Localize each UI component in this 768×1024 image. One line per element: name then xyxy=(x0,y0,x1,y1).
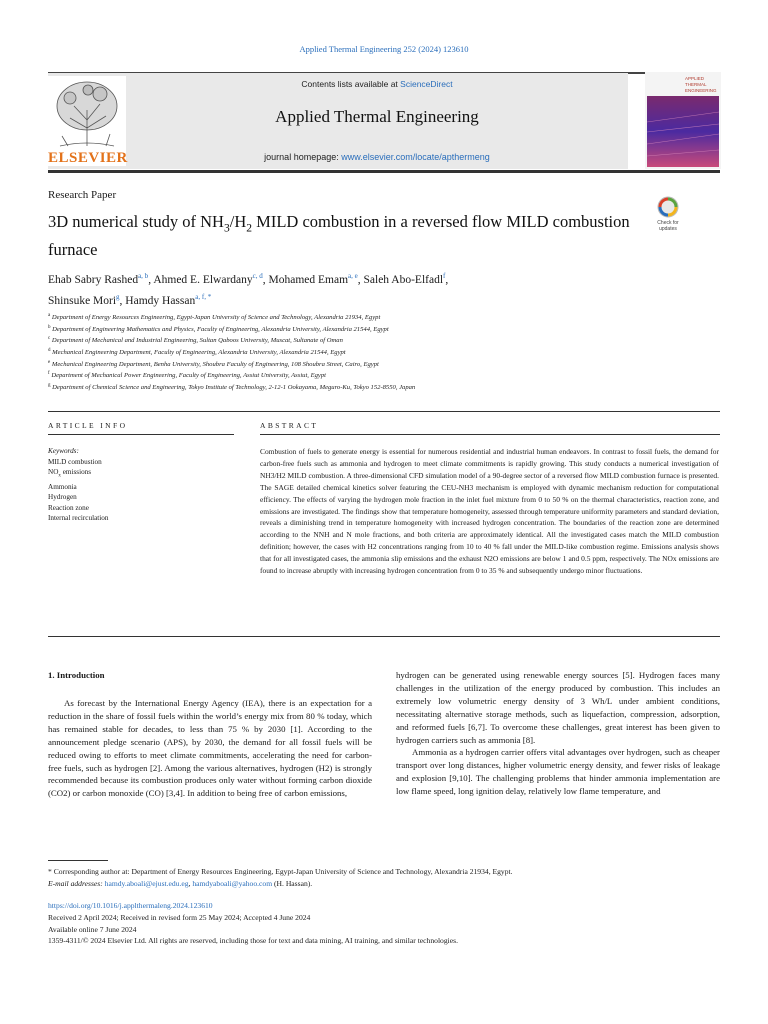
journal-title: Applied Thermal Engineering xyxy=(275,107,479,126)
body-column-right xyxy=(396,669,720,798)
introduction-heading: 1. Introduction xyxy=(48,670,105,680)
keyword-item: Internal recirculation xyxy=(48,514,109,523)
abstract-rule xyxy=(260,434,720,435)
affiliation-text: Department of Mechanical Power Engineering, Faculty of Engineering, Assiut University, Assiut, Egypt xyxy=(49,372,326,380)
doi-link[interactable]: https://doi.org/10.1016/j.applthermaleng.2024.123610 xyxy=(48,901,213,910)
author-name: Ahmed E. Elwardany xyxy=(153,273,253,286)
affiliation-text: Department of Energy Resources Engineering, Egypt-Japan University of Science and Technology, Alexandria 21934, Egypt xyxy=(50,314,381,322)
affiliation-key: b xyxy=(48,324,51,330)
section-rule xyxy=(48,636,720,637)
abstract-heading: ABSTRACT xyxy=(260,421,319,430)
corresponding-author-text: * Corresponding author at: Department of Energy Resources Engineering, Egypt-Japan University of Science and Technology, Alexandria 21934, Egypt. xyxy=(48,867,513,876)
title-part-1: 3D numerical study of NH xyxy=(48,212,224,231)
article-info-heading: ARTICLE INFO xyxy=(48,421,128,430)
affiliation-item xyxy=(48,334,720,346)
affiliation-text: Mechanical Engineering Department, Faculty of Engineering, Alexandria University, Alexandria 21544, Egypt xyxy=(50,349,346,357)
affiliation-item xyxy=(48,369,720,381)
sciencedirect-link[interactable]: ScienceDirect xyxy=(400,79,453,89)
keyword-item: Hydrogen xyxy=(48,493,77,502)
homepage-prefix: journal homepage: xyxy=(264,152,342,162)
article-title xyxy=(48,211,648,260)
article-info-rule xyxy=(48,434,234,435)
publisher-wordmark: ELSEVIER xyxy=(48,150,128,166)
section-rule xyxy=(48,411,720,412)
author-separator: , xyxy=(357,273,364,286)
email-label: E-mail addresses: xyxy=(48,879,103,888)
author-separator: , xyxy=(119,294,126,307)
author-list xyxy=(48,268,648,310)
intro-paragraph: Ammonia as a hydrogen carrier offers vital advantages over hydrogen, such as cheaper transport over long distances, higher volumetric energy density, and fewer risks of leakage and explosion [9,10]. The challenging problems that hinder ammonia implementation are low flame speed, long ignition delay, relatively low flame temperature, and xyxy=(396,747,720,797)
author-separator: , xyxy=(148,273,154,286)
author-name: Mohamed Emam xyxy=(268,273,349,286)
author-affiliation-marker[interactable]: a, f, * xyxy=(195,292,212,301)
contents-availability xyxy=(126,79,628,89)
title-part-3: MILD combustion in a reversed flow MILD combustion furnace xyxy=(48,212,630,260)
footnote-rule xyxy=(48,860,108,861)
affiliation-key: c xyxy=(48,336,51,342)
publication-info xyxy=(48,900,720,947)
affiliation-item xyxy=(48,358,720,370)
intro-paragraph: hydrogen can be generated using renewable energy sources [5]. Hydrogen faces many challenges in the utilization of the energy produced by combustion. This includes an extremely low volumetric energy density of 3 Wh/L under ambient conditions, necessitating alternative storage methods, such as liquefaction, compression, adsorption, and reformed fuels [6,7]. To overcome these challenges, great interest has been given to hydrogen carriers such as ammonia [8]. xyxy=(396,670,720,745)
svg-text:updates: updates xyxy=(659,226,677,232)
keyword-item: MILD combustion xyxy=(48,457,102,466)
affiliation-list xyxy=(48,311,720,393)
title-part-2: /H xyxy=(229,212,247,231)
author-separator: , xyxy=(262,273,269,286)
journal-reference[interactable]: Applied Thermal Engineering 252 (2024) 123610 xyxy=(299,44,469,54)
author-affiliation-marker[interactable]: a, b xyxy=(138,272,149,280)
affiliation-key: f xyxy=(48,371,50,377)
email-suffix: (H. Hassan). xyxy=(274,879,313,888)
online-date: Available online 7 June 2024 xyxy=(48,924,137,934)
keywords-label: Keywords: xyxy=(48,447,79,455)
email-link-1[interactable]: hamdy.aboali@ejust.edu.eg xyxy=(104,879,189,888)
keyword-item: Reaction zone xyxy=(48,503,89,512)
affiliation-item xyxy=(48,381,720,393)
author-affiliation-marker[interactable]: a, e xyxy=(348,272,358,280)
author-separator: , xyxy=(445,273,449,286)
received-dates: Received 2 April 2024; Received in revised form 25 May 2024; Accepted 4 June 2024 xyxy=(48,912,311,922)
title-sub-1: 3 xyxy=(223,222,230,235)
keywords-block xyxy=(48,446,234,524)
intro-paragraph: As forecast by the International Energy Agency (IEA), there is an expectation for a reduction in the share of fossil fuels within the world’s energy mix from 80 % today, which has remained stable for decades, to less than 75 % by 2030 [1]. According to the announcement pledge scenario (APS), by 2030, the demand for all fossil fuels will be reduced owing to efforts to meet climate commitments, accelerating the need for carbon-free fuels, such as hydrogen [2]. Among the various alternatives, hydrogen (H2) is strongly recommended because its combustion produces only water without forming carbon dioxide (CO2) or carbon monoxide (CO) [3,4]. In addition to being free of carbon emissions, xyxy=(48,698,372,799)
check-for-updates-badge[interactable] xyxy=(648,193,688,233)
affiliation-text: Department of Mechanical and Industrial Engineering, Sultan Qaboos University, Muscat, Sultanate of Oman xyxy=(50,337,343,345)
homepage-link[interactable]: www.elsevier.com/locate/apthermeng xyxy=(341,152,490,162)
copyright-notice: 1359-4311/© 2024 Elsevier Ltd. All rights are reserved, including those for text and data mining, AI training, and similar technologies. xyxy=(48,936,458,946)
svg-text:Check for: Check for xyxy=(657,220,679,226)
title-sub-2: 2 xyxy=(246,222,253,235)
email-line: E-mail addresses: hamdy.aboali@ejust.edu.eg, hamdyaboali@yahoo.com (H. Hassan). xyxy=(48,879,313,888)
author-name: Shinsuke Mori xyxy=(48,294,117,307)
affiliation-key: g xyxy=(48,383,51,389)
affiliation-text: Department of Chemical Science and Engineering, Tokyo Institute of Technology, 2-12-1 Ookayama, Meguro-Ku, Tokyo 152-8550, Japan xyxy=(50,384,416,392)
affiliation-key: a xyxy=(48,313,51,318)
masthead-rule xyxy=(48,170,720,173)
email-link-2[interactable]: hamdyaboali@yahoo.com xyxy=(192,879,273,888)
keyword-item: $NO_x$ emissions xyxy=(48,468,92,479)
affiliation-text: Mechanical Engineering Department, Benha University, Shoubra Faculty of Engineering, 108 Shoubra Street, Cairo, Egypt xyxy=(50,360,379,368)
author-affiliation-marker[interactable]: f xyxy=(443,272,446,280)
affiliation-item xyxy=(48,323,720,335)
check-updates-icon xyxy=(648,193,688,233)
contents-prefix: Contents lists available at xyxy=(301,79,401,89)
cover-line-1: APPLIED xyxy=(685,76,705,81)
affiliation-text: Department of Engineering Mathematics and Physics, Faculty of Engineering, Alexandria University, Alexandria 21544, Egypt xyxy=(50,325,389,333)
abstract-text: Combustion of fuels to generate energy is essential for numerous residential and industrial human endeavors. In contrast to fossil fuels, the demand for carbon-free fuels such as ammonia and hydrogen to meet climate commitments is rapidly growing. This study conducts a numerical investigation of NH3/H2 MILD combustion. A three-dimensional CFD simulation model of a 90-degree sector of a reversed flow MILD combustion furnace is presented. The SAGE detailed chemical kinetics solver featuring the CEU-NH3 mechanism is employed with dynamic mechanism reduction for computational efficiency. The effects of varying the hydrogen mole fraction in the inlet fuel mixture from 0 to 50 % on the thermal characteristics, reaction zone, and emissions are investigated. The findings show that temperature homogeneity, assessed through temperature uniformity parameters and standard deviation, reveals a diminishing trend in temperature homogeneity with increased hydrogen concentration. The boundaries of the reaction zone are determined according to the NNH and N mole fractions, and both criteria are approximately identical. All the investigated cases match the MILD combustion definition; however, the cases with H2 concentrations ranging from 10 to 40 % fall under the MILD-like combustion regime. Emissions analysis shows that for all investigated cases, the ammonia slip emissions and the exhaust N2O emissions are below 1 and 0.5 ppm, respectively. The NOx emissions are found to increase abruptly with increasing hydrogen concentration from 0 to 35 % and subsequently undergo minor fluctuations. xyxy=(260,447,719,576)
keyword-item: Ammonia xyxy=(48,482,77,491)
author-name: Saleh Abo-Elfadl xyxy=(363,273,444,286)
author-name: Ehab Sabry Rashed xyxy=(48,273,139,286)
body-column-left xyxy=(48,697,372,800)
affiliation-item xyxy=(48,346,720,358)
author-affiliation-marker[interactable]: g xyxy=(116,292,120,301)
journal-cover-image xyxy=(645,72,721,169)
journal-homepage xyxy=(126,152,628,162)
affiliation-key: d xyxy=(48,348,51,354)
article-type: Research Paper xyxy=(48,189,117,201)
cover-line-3: ENGINEERING xyxy=(685,88,717,93)
affiliation-item xyxy=(48,311,720,323)
author-affiliation-marker[interactable]: c, d xyxy=(252,272,263,280)
corresponding-author-footnote xyxy=(48,866,720,890)
cover-line-2: THERMAL xyxy=(685,82,707,87)
affiliation-key: e xyxy=(48,359,51,365)
author-name: Hamdy Hassan xyxy=(125,294,196,307)
